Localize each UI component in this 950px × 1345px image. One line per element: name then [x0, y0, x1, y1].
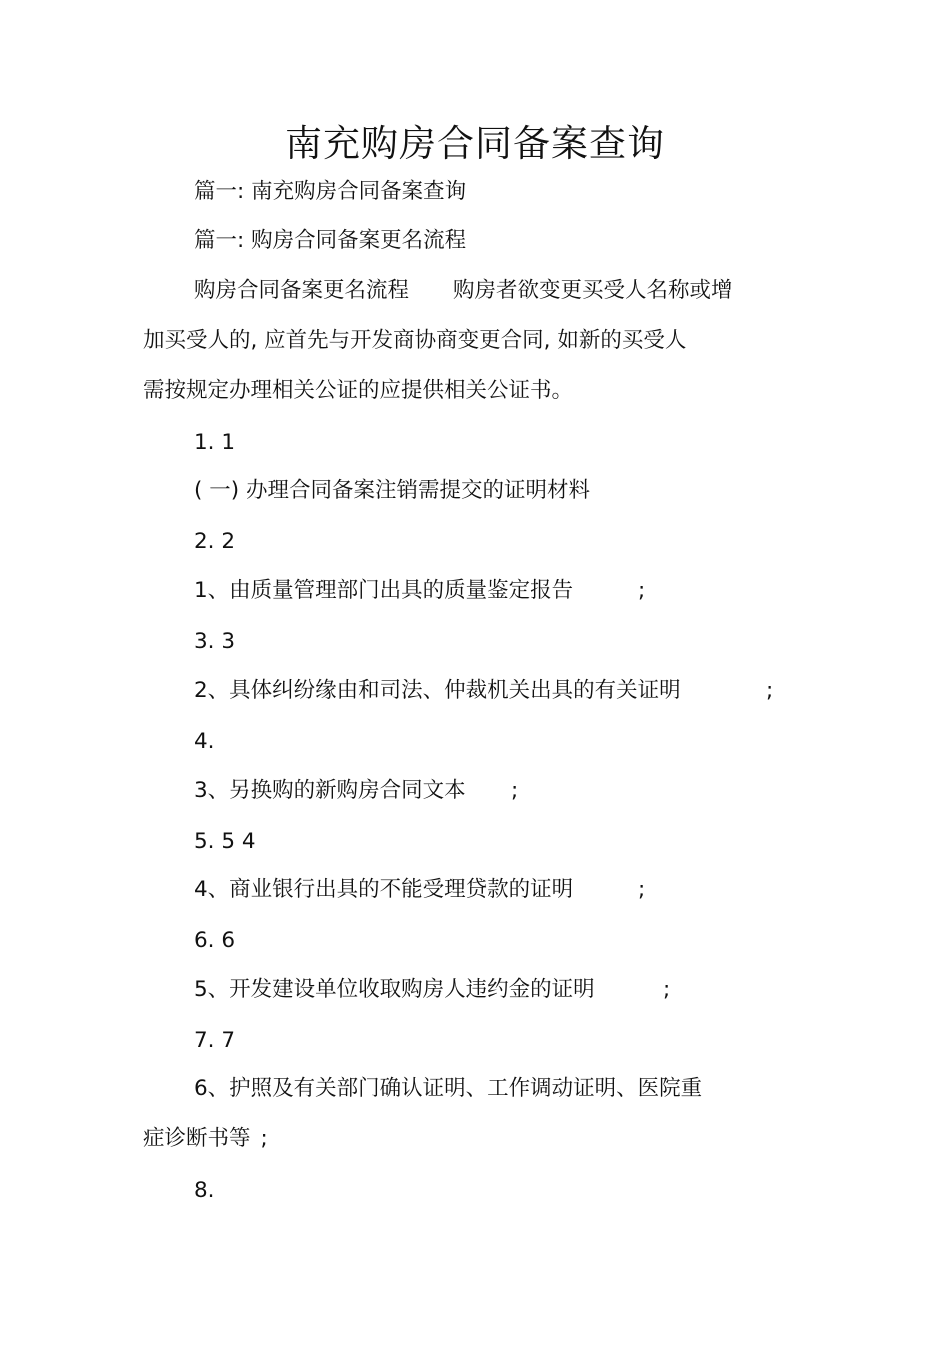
number-6: 6. 6 [194, 928, 236, 953]
list-item-4-semicolon: ; [638, 877, 646, 902]
intro-line-2: 加买受人的, 应首先与开发商协商变更合同, 如新的买受人 [143, 328, 687, 353]
heading-1: 篇一: 南充购房合同备案查询 [194, 179, 467, 204]
list-item-4 [194, 875, 573, 905]
list-item-3-semicolon: ; [511, 778, 519, 803]
list-item-6-line-2 [143, 1124, 268, 1154]
number-7: 7. 7 [194, 1028, 236, 1053]
number-2: 2. 2 [194, 529, 236, 554]
list-item-3-text: 3、另换购的新购房合同文本 [194, 778, 466, 803]
number-4: 4. [194, 729, 215, 754]
list-item-5 [194, 975, 595, 1005]
number-8: 8. [194, 1178, 215, 1203]
intro-line-1-part-a: 购房合同备案更名流程 [194, 278, 410, 303]
list-item-5-semicolon: ; [663, 977, 671, 1002]
heading-2: 篇一: 购房合同备案更名流程 [194, 228, 467, 253]
number-1: 1. 1 [194, 430, 236, 455]
intro-line-1 [194, 276, 733, 306]
intro-line-1-part-b: 购房者欲变更买受人名称或增 [453, 278, 733, 303]
intro-line-3: 需按规定办理相关公证的应提供相关公证书。 [143, 378, 574, 403]
list-item-6-line-2-text: 症诊断书等 [143, 1126, 251, 1151]
list-item-2 [194, 676, 681, 706]
list-item-2-semicolon: ; [766, 678, 774, 703]
number-3: 3. 3 [194, 629, 236, 654]
list-item-3 [194, 776, 466, 806]
list-item-1-text: 1、由质量管理部门出具的质量鉴定报告 [194, 578, 574, 603]
list-item-6-semicolon: ; [260, 1126, 268, 1151]
section-heading: ( 一) 办理合同备案注销需提交的证明材料 [194, 478, 590, 503]
list-item-6-line-1: 6、护照及有关部门确认证明、工作调动证明、医院重 [194, 1076, 703, 1101]
list-item-2-text: 2、具体纠纷缘由和司法、仲裁机关出具的有关证明 [194, 678, 681, 703]
list-item-1 [194, 576, 573, 606]
list-item-5-text: 5、开发建设单位收取购房人违约金的证明 [194, 977, 595, 1002]
number-5: 5. 5 4 [194, 829, 256, 854]
list-item-1-semicolon: ; [638, 578, 646, 603]
document-title: 南充购房合同备案查询 [285, 122, 665, 165]
list-item-4-text: 4、商业银行出具的不能受理贷款的证明 [194, 877, 574, 902]
